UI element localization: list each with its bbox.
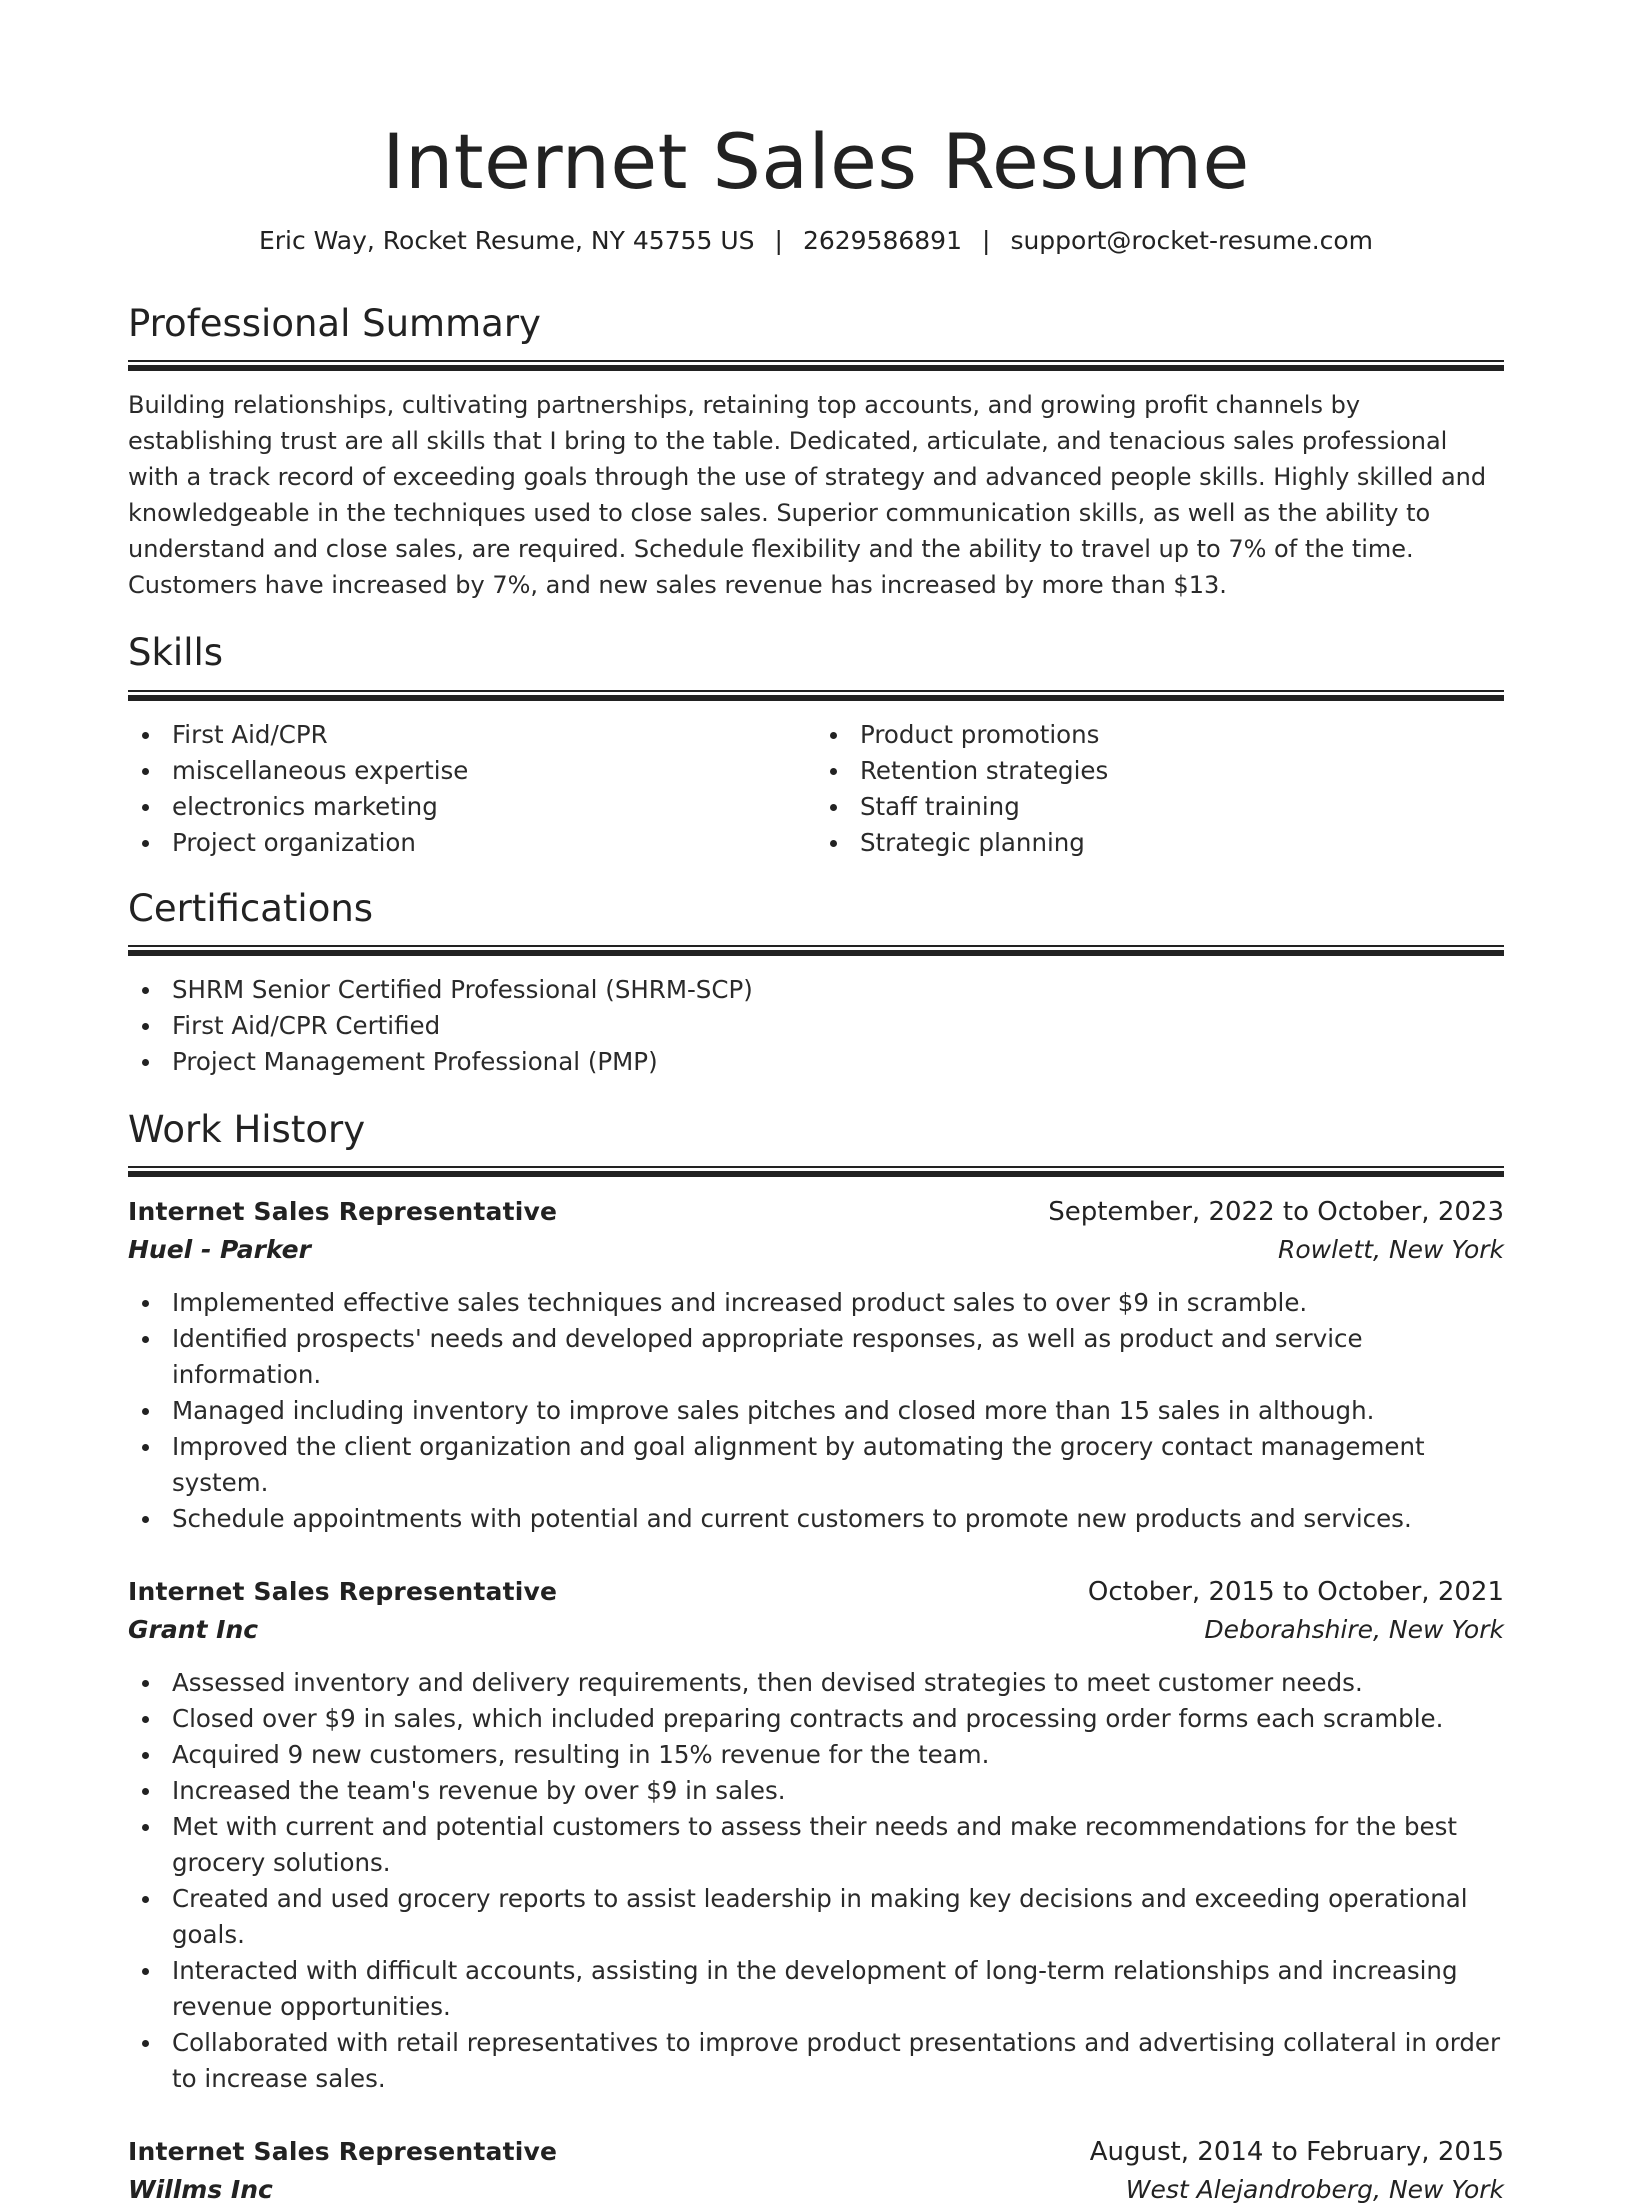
job-bullet: Implemented effective sales techniques and increased product sales to over $9 in scramble.: [128, 1285, 1504, 1321]
job-entry: [128, 2133, 1504, 2209]
job-title: Internet Sales Representative: [128, 1197, 558, 1227]
skill-item: miscellaneous expertise: [128, 753, 816, 789]
section-divider: [128, 360, 1504, 371]
certifications-section-header: [128, 887, 1504, 956]
job-bullet: Collaborated with retail representatives to improve product presentations and advertising collateral in order to increase sales.: [128, 2025, 1504, 2097]
job-bullet: Managed including inventory to improve sales pitches and closed more than 15 sales in although.: [128, 1393, 1504, 1429]
job-title: Internet Sales Representative: [128, 2137, 558, 2167]
certification-item: SHRM Senior Certified Professional (SHRM-SCP): [128, 972, 1504, 1008]
contact-separator: |: [982, 226, 991, 256]
job-company: Willms Inc: [128, 2175, 273, 2205]
job-header: [128, 1193, 1504, 1231]
certification-item: Project Management Professional (PMP): [128, 1044, 1504, 1080]
work-heading: Work History: [128, 1108, 366, 1152]
job-bullet: Increased the team's revenue by over $9 in sales.: [128, 1773, 1504, 1809]
resume-title: Internet Sales Resume: [382, 117, 1250, 206]
skill-item: Staff training: [816, 789, 1504, 825]
contact-phone: 2629586891: [802, 226, 962, 256]
job-bullet: Created and used grocery reports to assist leadership in making key decisions and exceeding operational goals.: [128, 1881, 1504, 1953]
summary-section-header: [128, 302, 1504, 371]
contact-email: support@rocket-resume.com: [1010, 226, 1374, 256]
job-bullet: Assessed inventory and delivery requirements, then devised strategies to meet customer needs.: [128, 1665, 1504, 1701]
certification-item: First Aid/CPR Certified: [128, 1008, 1504, 1044]
job-bullet: Improved the client organization and goal alignment by automating the grocery contact management system.: [128, 1429, 1504, 1501]
section-divider: [128, 690, 1504, 701]
work-section-header: [128, 1108, 1504, 1177]
skills-column-left: [128, 717, 816, 861]
skill-item: Project organization: [128, 825, 816, 861]
section-divider: [128, 945, 1504, 956]
skills-heading: Skills: [128, 631, 224, 675]
job-entry: [128, 1573, 1504, 2097]
job-bullet: Schedule appointments with potential and current customers to promote new products and services.: [128, 1501, 1504, 1537]
skill-item: Strategic planning: [816, 825, 1504, 861]
job-bullets: [128, 1285, 1504, 1537]
contact-address: Eric Way, Rocket Resume, NY 45755 US: [258, 226, 755, 256]
contact-line: [128, 225, 1504, 258]
job-bullet: Closed over $9 in sales, which included preparing contracts and processing order forms each scramble.: [128, 1701, 1504, 1737]
job-header: [128, 1573, 1504, 1611]
job-title: Internet Sales Representative: [128, 1577, 558, 1607]
skill-item: First Aid/CPR: [128, 717, 816, 753]
job-bullets: [128, 1665, 1504, 2097]
skills-list: [128, 717, 1504, 861]
job-subheader: [128, 1611, 1504, 1649]
certifications-list: [128, 972, 1504, 1080]
skill-item: Retention strategies: [816, 753, 1504, 789]
section-divider: [128, 1166, 1504, 1177]
job-location: West Alejandroberg, New York: [1125, 2175, 1504, 2205]
skills-column-right: [816, 717, 1504, 861]
skills-section-header: [128, 631, 1504, 700]
skill-item: Product promotions: [816, 717, 1504, 753]
job-location: Rowlett, New York: [1278, 1235, 1504, 1265]
job-dates: August, 2014 to February, 2015: [1089, 2137, 1504, 2168]
summary-heading: Professional Summary: [128, 301, 541, 345]
job-header: [128, 2133, 1504, 2171]
job-bullet: Interacted with difficult accounts, assisting in the development of long-term relationships and increasing revenue opportunities.: [128, 1953, 1504, 2025]
skill-item: electronics marketing: [128, 789, 816, 825]
summary-text: Building relationships, cultivating partnerships, retaining top accounts, and growing profit channels by establishing trust are all skills that I bring to the table. Dedicated, articulate, and tenacious sales professional with a track record of exceeding goals through the use of strategy and advanced people skills. Highly skilled and knowledgeable in the techniques used to close sales. Superior communication skills, as well as the ability to understand and close sales, are required. Schedule flexibility and the ability to travel up to 7% of the time. Customers have increased by 7%, and new sales revenue has increased by more than $13.: [128, 391, 1487, 600]
job-dates: September, 2022 to October, 2023: [1048, 1197, 1504, 1228]
job-company: Grant Inc: [128, 1615, 259, 1645]
job-bullet: Met with current and potential customers to assess their needs and make recommendations for the best grocery solutions.: [128, 1809, 1504, 1881]
contact-separator: |: [774, 226, 783, 256]
job-bullet: Identified prospects' needs and developed appropriate responses, as well as product and service information.: [128, 1321, 1504, 1393]
job-company: Huel - Parker: [128, 1235, 311, 1265]
job-location: Deborahshire, New York: [1204, 1615, 1504, 1645]
job-entry: [128, 1193, 1504, 1537]
job-subheader: [128, 2171, 1504, 2209]
job-subheader: [128, 1231, 1504, 1269]
job-bullet: Acquired 9 new customers, resulting in 15% revenue for the team.: [128, 1737, 1504, 1773]
certifications-heading: Certifications: [128, 886, 374, 930]
job-dates: October, 2015 to October, 2021: [1087, 1577, 1504, 1608]
